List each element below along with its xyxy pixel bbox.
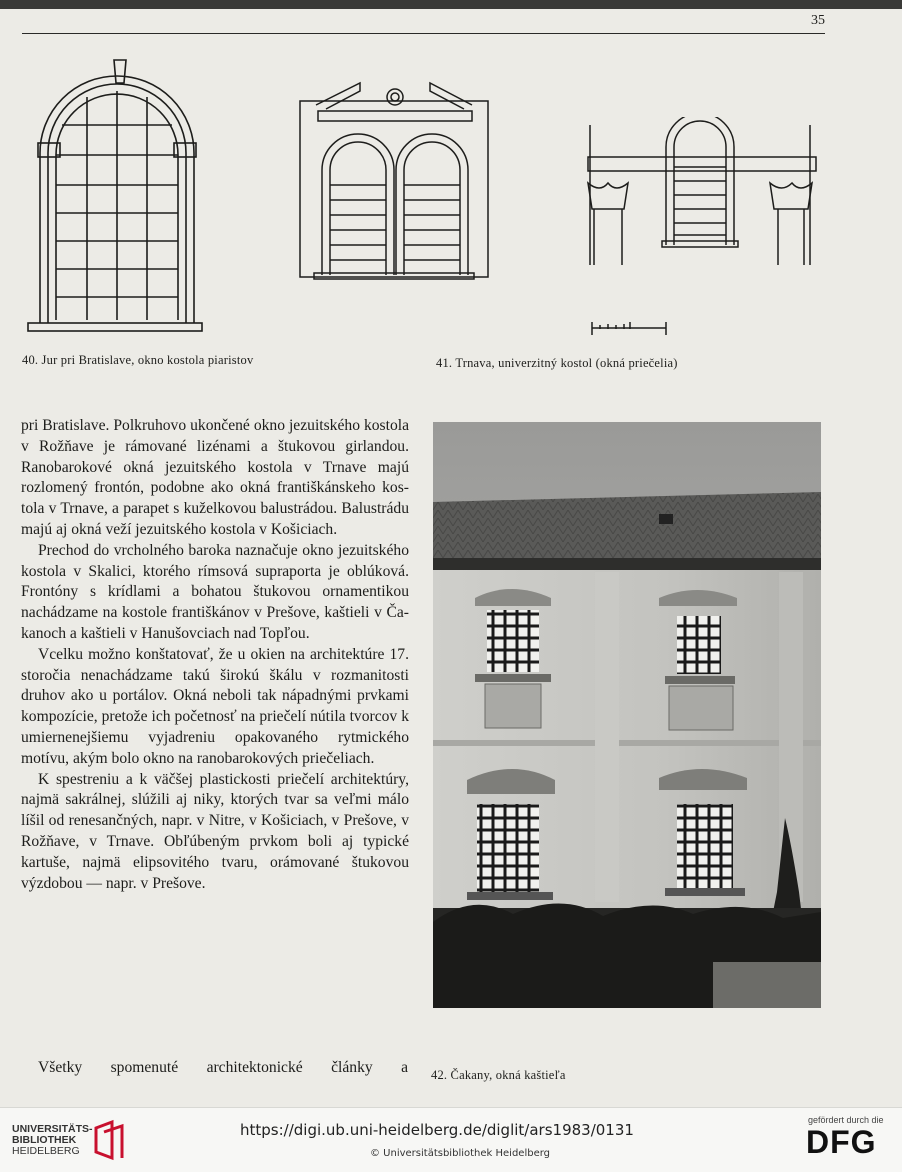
library-name-line: HEIDELBERG <box>12 1145 80 1157</box>
figure-40-caption: 40. Jur pri Bratislave, okno kostola piaristov <box>22 353 254 367</box>
library-name-line: BIBLIOTHEK <box>12 1134 77 1146</box>
figure-42-photograph <box>433 422 821 1008</box>
funder-label: gefördert durch die <box>808 1115 884 1125</box>
figure-41-caption: 41. Trnava, univerzitný kostol (okná priečelia) <box>436 356 678 370</box>
body-text <box>21 416 409 894</box>
viewer-footer <box>0 1107 902 1172</box>
dfg-logo-icon[interactable]: DFG <box>806 1124 877 1160</box>
paragraph: K spestreniu a k väčšej plastickosti priečelí architektúry, najmä sakrálnej, slúžili aj niky, ktorých tvar sa veľmi málo líšil od renesančných, napr. v Nitre, v Košiciach, v Prešove, v Rožňave, v Trnave. Obľúbeným prvkom boli aj typické kartuše, najmä elipsovitého tvaru, orámované štukovou výzdobou — napr. v Prešove. <box>21 770 409 892</box>
paragraph: Prechod do vrcholného baroka naznačuje okno jezuitského kostola v Skalici, ktorého rímsová supraporta je oblúková. Frontóny s krídlami a bohatou štukovou ornamentikou nachádzame na kostole františkánov v Prešove, kaštieli v Čakanoch a kaštieli v Hanušovciach nad Topľou. <box>21 541 409 642</box>
header-rule <box>22 33 825 34</box>
page-number: 35 <box>811 13 825 28</box>
permalink-url[interactable]: https://digi.ub.uni-heidelberg.de/diglit/ars1983/0131 <box>240 1121 634 1139</box>
library-name-line: UNIVERSITÄTS- <box>12 1123 93 1135</box>
figure-42-caption: 42. Čakany, okná kaštieľa <box>431 1068 566 1082</box>
paragraph: Vcelku možno konštatovať, že u okien na architektúre 17. storočia nenachádzame takú širokú škálu v rozmanitosti druhov ako u portálov. Okná neboli tak nápadnými prvkami kompozície, pretože ich početnosť na priečelí nútila tvorcov k umiernenejšiemu vyjadreniu opakovaného rytmického motívu, akým bolo okno na ranobarokových priečeliach. <box>21 645 409 767</box>
ub-heidelberg-logo-icon <box>92 1118 126 1167</box>
library-logo[interactable] <box>12 1124 93 1157</box>
paragraph-last-line: Všetky spomenuté architektonické články a <box>38 1059 408 1076</box>
paragraph: pri Bratislave. Polkruhovo ukončené okno jezuitského kostola v Rožňave je rámované lizénami a štukovou girlandou. Ranobarokové okná jezuitského kostola v Trnave majú rozlomený frontón, podobne ako okná františkánskeho kostola v Trnave, a parapet s kuželkovou balustrádou. Balustrádu majú aj okná veží jezuitského kostola v Košiciach. <box>21 417 409 538</box>
copyright-notice: © Universitätsbibliothek Heidelberg <box>370 1148 551 1159</box>
figure-40-drawing <box>22 55 212 345</box>
scan-top-edge <box>0 0 902 9</box>
figure-41-drawing-right <box>586 117 822 337</box>
figure-41-drawing-left <box>298 75 492 285</box>
